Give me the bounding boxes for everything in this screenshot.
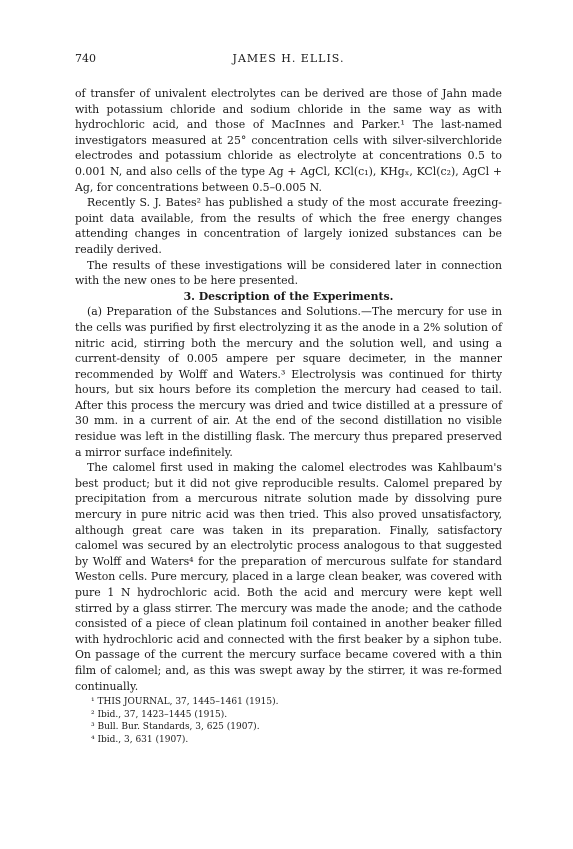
body-text — [75, 86, 502, 694]
paragraph: The calomel first used in making the calomel electrodes was Kahlbaum's best product; but it did not give reproducible results. Calomel prepared by precipitation from a mercurous nitrate solution made by dissolving pure mercury in pure nitric acid was then tried. This also proved unsatisfactory, although great care was taken in its preparation. Finally, satisfactory calomel was secured by an electrolytic process analogous to that suggested by Wolff and Waters⁴ for the preparation of mercurous sulfate for standard Weston cells. Pure mercury, placed in a large clean beaker, was covered with pure 1 N hydrochloric acid. Both the acid and mercury were kept well stirred by a glass stirrer. The mercury was made the anode; and the cathode consisted of a piece of clean platinum foil contained in another beaker filled with hydrochloric acid and connected with the first beaker by a siphon tube. On passage of the current the mercury surface became covered with a thin film of calomel; and, as this was swept away by the stirrer, it was re-formed continually. — [75, 461, 502, 693]
paragraph: of transfer of univalent electrolytes can be derived are those of Jahn made with potassium chloride and sodium chloride in the same way as with hydrochloric acid, and those of MacInnes and Parker.¹ The last-named investigators measured at 25° concentration cells with silver-silverchloride electrodes and potassium chloride as electrolyte at concentrations 0.5 to 0.001 N, and also cells of the type Ag + AgCl, KCl(c₁), KHgₓ, KCl(c₂), AgCl + Ag, for concentrations between 0.5–0.005 N. — [75, 87, 502, 194]
paragraph: The results of these investigations will be considered later in connection with the new ones to be here presented. — [75, 258, 502, 288]
footnotes — [75, 696, 502, 746]
footnote: ² Ibid., 37, 1423–1445 (1915). — [91, 709, 228, 720]
section-heading: 3. Description of the Experiments. — [183, 289, 394, 303]
running-title: JAMES H. ELLIS. — [232, 52, 345, 65]
paragraph: Recently S. J. Bates² has published a study of the most accurate freezing-point data available, from the results of which the free energy changes attending changes in concentration of largely ionized substances can be readily derived. — [75, 196, 502, 256]
footnote: ³ Bull. Bur. Standards, 3, 625 (1907). — [91, 722, 260, 733]
paragraph: (a) Preparation of the Substances and Solutions.—The mercury for use in the cells was purified by first electrolyzing it as the anode in a 2% solution of nitric acid, stirring both the mercury and the solution well, and using a current-density of 0.005 ampere per square decimeter, in the manner recommended by Wolff and Waters.³ Electrolysis was continued for thirty hours, but six hours before its completion the mercury had ceased to tail. After this process the mercury was dried and twice distilled at a pressure of 30 mm. in a current of air. At the end of the second distillation no visible residue was left in the distilling flask. The mercury thus prepared preserved a mirror surface indefinitely. — [75, 305, 502, 459]
footnote: ¹ THIS JOURNAL, 37, 1445–1461 (1915). — [91, 697, 279, 708]
page — [75, 52, 502, 746]
footnote: ⁴ Ibid., 3, 631 (1907). — [91, 734, 189, 745]
page-number: 740 — [75, 52, 96, 65]
page-header — [75, 52, 502, 70]
